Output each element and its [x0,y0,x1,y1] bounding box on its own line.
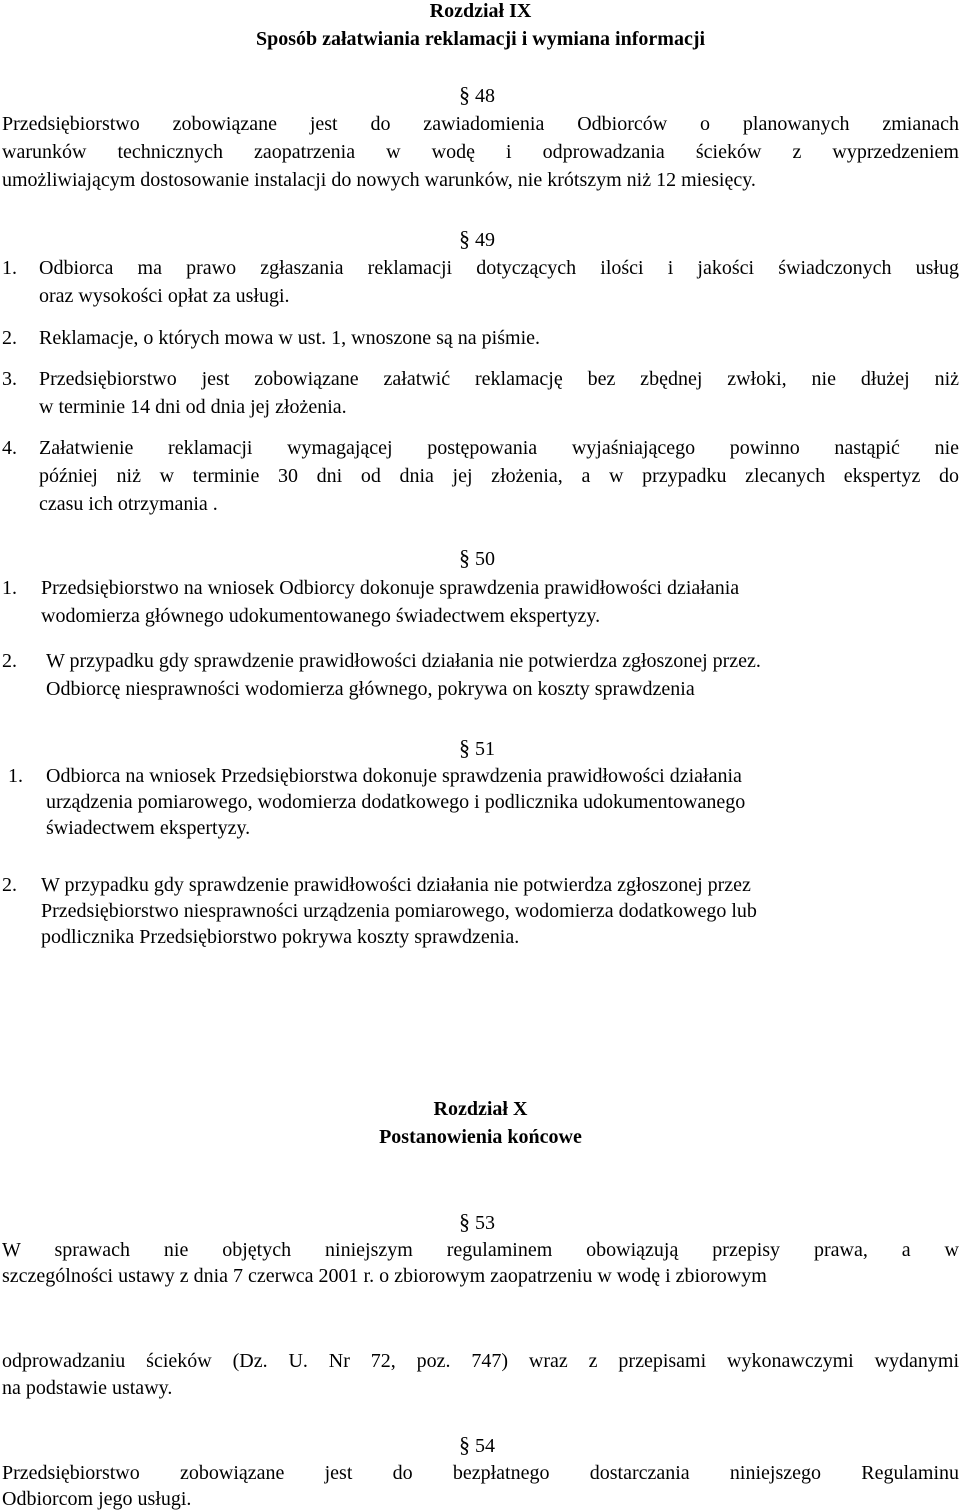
paragraph-51-item-2 [2,872,959,956]
item-line: urządzenia pomiarowego, wodomierza dodatkowego i podlicznika udokumentowanego [46,791,746,813]
paragraph-number: 54 [475,1435,495,1457]
paragraph-48-heading [459,82,495,109]
item-line: Reklamacje, o których mowa w ust. 1, wnoszone są na piśmie. [39,327,540,349]
item-line: W przypadku gdy sprawdzenie prawidłowości działania nie potwierdza zgłoszonej przez. [46,650,761,672]
paragraph-48-line-2: warunków technicznych zaopatrzenia w wodę i odprowadzania ścieków z wyprzedzeniem [2,141,959,163]
paragraph-48-line-1: Przedsiębiorstwo zobowiązane jest do zawiadomienia Odbiorców o planowanych zmianach [2,113,959,135]
paragraph-49-item-2 [2,325,959,353]
paragraph-54-line-1: Przedsiębiorstwo zobowiązane jest do bezpłatnego dostarczania niniejszego Regulaminu [2,1462,959,1484]
section-symbol: § [459,545,470,570]
paragraph-50-item-1 [2,575,959,631]
item-number: 4. [2,437,17,459]
paragraph-50-item-2 [2,648,959,704]
section-symbol: § [459,1209,470,1234]
paragraph-54-line-2: Odbiorcom jego usługi. [2,1488,192,1510]
item-number: 1. [2,257,17,279]
paragraph-49-heading [459,226,495,253]
paragraph-number: 49 [475,229,495,251]
paragraph-number: 53 [475,1212,495,1234]
item-line: Przedsiębiorstwo jest zobowiązane załatwić reklamację bez zbędnej zwłoki, nie dłużej niż [39,368,959,390]
paragraph-number: 48 [475,85,495,107]
item-line: Odbiorca na wniosek Przedsiębiorstwa dokonuje sprawdzenia prawidłowości działania [46,765,742,787]
paragraph-54-heading [459,1432,495,1459]
item-number: 2. [2,327,17,349]
section-symbol: § [459,82,470,107]
paragraph-50-heading [459,545,495,572]
paragraph-49-item-3 [2,366,959,422]
chapter-10-subtitle: Postanowienia końcowe [379,1126,582,1148]
paragraph-number: 50 [475,548,495,570]
paragraph-51-heading [459,735,495,762]
paragraph-53-heading [459,1209,495,1236]
item-line: oraz wysokości opłat za usługi. [39,285,290,307]
paragraph-51-item-1 [8,763,959,847]
item-number: 1. [8,765,23,787]
paragraph-53-line-3: odprowadzaniu ścieków (Dz. U. Nr 72, poz. 747) wraz z przepisami wykonawczymi wydanymi [2,1350,959,1372]
item-line: świadectwem ekspertyzy. [46,817,251,839]
chapter-10-title: Rozdział X [433,1098,528,1120]
item-line: Przedsiębiorstwo niesprawności urządzenia pomiarowego, wodomierza dodatkowego lub [41,900,757,922]
chapter-9-subtitle: Sposób załatwiania reklamacji i wymiana informacji [255,28,706,50]
item-line: podlicznika Przedsiębiorstwo pokrywa koszty sprawdzenia. [41,926,520,948]
section-symbol: § [459,226,470,251]
item-number: 3. [2,368,17,390]
item-number: 2. [2,874,17,896]
item-number: 1. [2,577,17,599]
paragraph-53-line-4: na podstawie ustawy. [2,1377,173,1399]
item-line: czasu ich otrzymania . [39,493,218,515]
item-line: wodomierza głównego udokumentowanego świadectwem ekspertyzy. [41,605,601,627]
item-line: Odbiorca ma prawo zgłaszania reklamacji dotyczących ilości i jakości świadczonych usług [39,257,959,279]
section-symbol: § [459,735,470,760]
section-symbol: § [459,1432,470,1457]
item-line: Załatwienie reklamacji wymagającej postępowania wyjaśniającego powinno nastąpić nie [39,437,959,459]
item-number: 2. [2,650,17,672]
item-line: W przypadku gdy sprawdzenie prawidłowości działania nie potwierdza zgłoszonej przez [41,874,751,896]
paragraph-48-line-3: umożliwiającym dostosowanie instalacji do nowych warunków, nie krótszym niż 12 miesięcy. [2,169,756,191]
paragraph-number: 51 [475,738,495,760]
item-line: w terminie 14 dni od dnia jej złożenia. [39,396,347,418]
item-line: później niż w terminie 30 dni od dnia jej złożenia, a w przypadku zlecanych ekspertyz do [39,465,959,487]
paragraph-49-item-1 [2,255,959,311]
item-line: Odbiorcę niesprawności wodomierza głównego, pokrywa on koszty sprawdzenia [46,678,695,700]
item-line: Przedsiębiorstwo na wniosek Odbiorcy dokonuje sprawdzenia prawidłowości działania [41,577,740,599]
paragraph-49-item-4 [2,435,959,519]
paragraph-53-line-1: W sprawach nie objętych niniejszym regulaminem obowiązują przepisy prawa, a w [2,1239,959,1261]
chapter-9-title: Rozdział IX [429,0,532,22]
paragraph-53-line-2: szczególności ustawy z dnia 7 czerwca 2001 r. o zbiorowym zaopatrzeniu w wodę i zbiorowym [2,1265,767,1287]
